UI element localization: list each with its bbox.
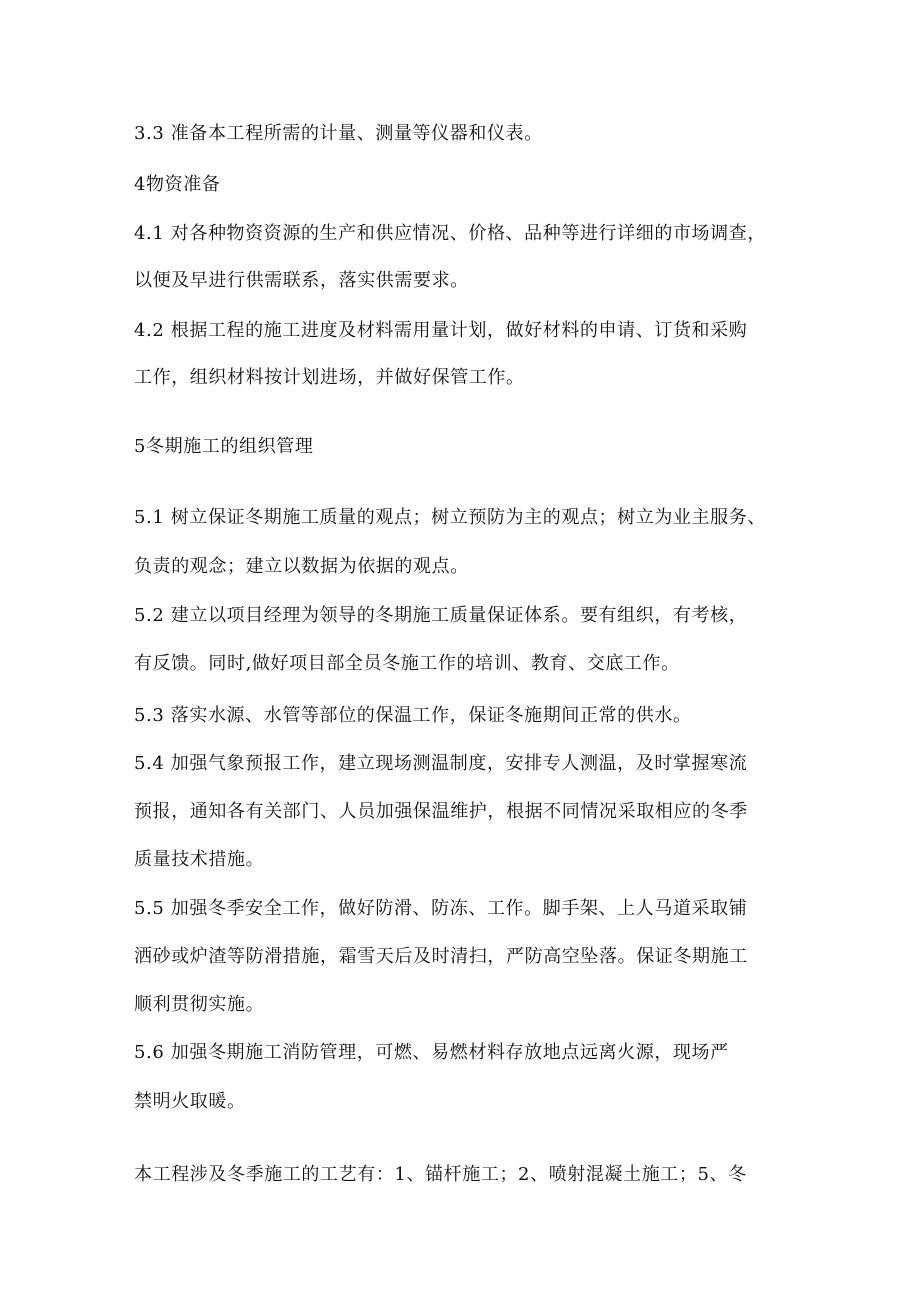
paragraph-5-2: 5.2 建立以项目经理为领导的冬期施工质量保证体系。要有组织，有考核， (134, 605, 748, 626)
paragraph-5-4-cont-1: 预报，通知各有关部门、人员加强保温维护，根据不同情况采取相应的冬季 (134, 801, 748, 822)
paragraph-5-1-cont: 负责的观念；建立以数据为依据的观点。 (134, 556, 469, 577)
paragraph-4-2: 4.2 根据工程的施工进度及材料需用量计划，做好材料的申请、订货和采购 (134, 320, 748, 341)
paragraph-4-2-cont: 工作，组织材料按计划进场，并做好保管工作。 (134, 367, 525, 388)
section-heading-5: 5冬期施工的组织管理 (134, 436, 314, 457)
paragraph-process-intro: 本工程涉及冬季施工的工艺有：1、锚杆施工；2、喷射混凝土施工；5、冬 (134, 1164, 747, 1185)
paragraph-5-5-cont-2: 顺利贯彻实施。 (134, 994, 265, 1015)
paragraph-5-2-cont: 有反馈。同时,做好项目部全员冬施工作的培训、教育、交底工作。 (134, 653, 680, 674)
paragraph-5-6-cont: 禁明火取暖。 (134, 1091, 246, 1112)
paragraph-5-1: 5.1 树立保证冬期施工质量的观点；树立预防为主的观点；树立为业主服务、 (134, 507, 766, 528)
paragraph-5-5: 5.5 加强冬季安全工作，做好防滑、防冻、工作。脚手架、上人马道采取铺 (134, 898, 748, 919)
section-heading-4: 4物资准备 (134, 174, 221, 195)
paragraph-4-1: 4.1 对各种物资资源的生产和供应情况、价格、品种等进行详细的市场调查， (134, 223, 766, 244)
paragraph-5-6: 5.6 加强冬期施工消防管理，可燃、易燃材料存放地点远离火源，现场严 (134, 1042, 729, 1063)
paragraph-4-1-cont: 以便及早进行供需联系，落实供需要求。 (134, 270, 469, 291)
paragraph-5-5-cont-1: 洒砂或炉渣等防滑措施，霜雪天后及时清扫，严防高空坠落。保证冬期施工 (134, 946, 748, 967)
paragraph-5-4-cont-2: 质量技术措施。 (134, 849, 265, 870)
paragraph-5-3: 5.3 落实水源、水管等部位的保温工作，保证冬施期间正常的供水。 (134, 705, 692, 726)
paragraph-3-3: 3.3 准备本工程所需的计量、测量等仪器和仪表。 (134, 123, 543, 144)
paragraph-5-4: 5.4 加强气象预报工作，建立现场测温制度，安排专人测温，及时掌握寒流 (134, 753, 748, 774)
